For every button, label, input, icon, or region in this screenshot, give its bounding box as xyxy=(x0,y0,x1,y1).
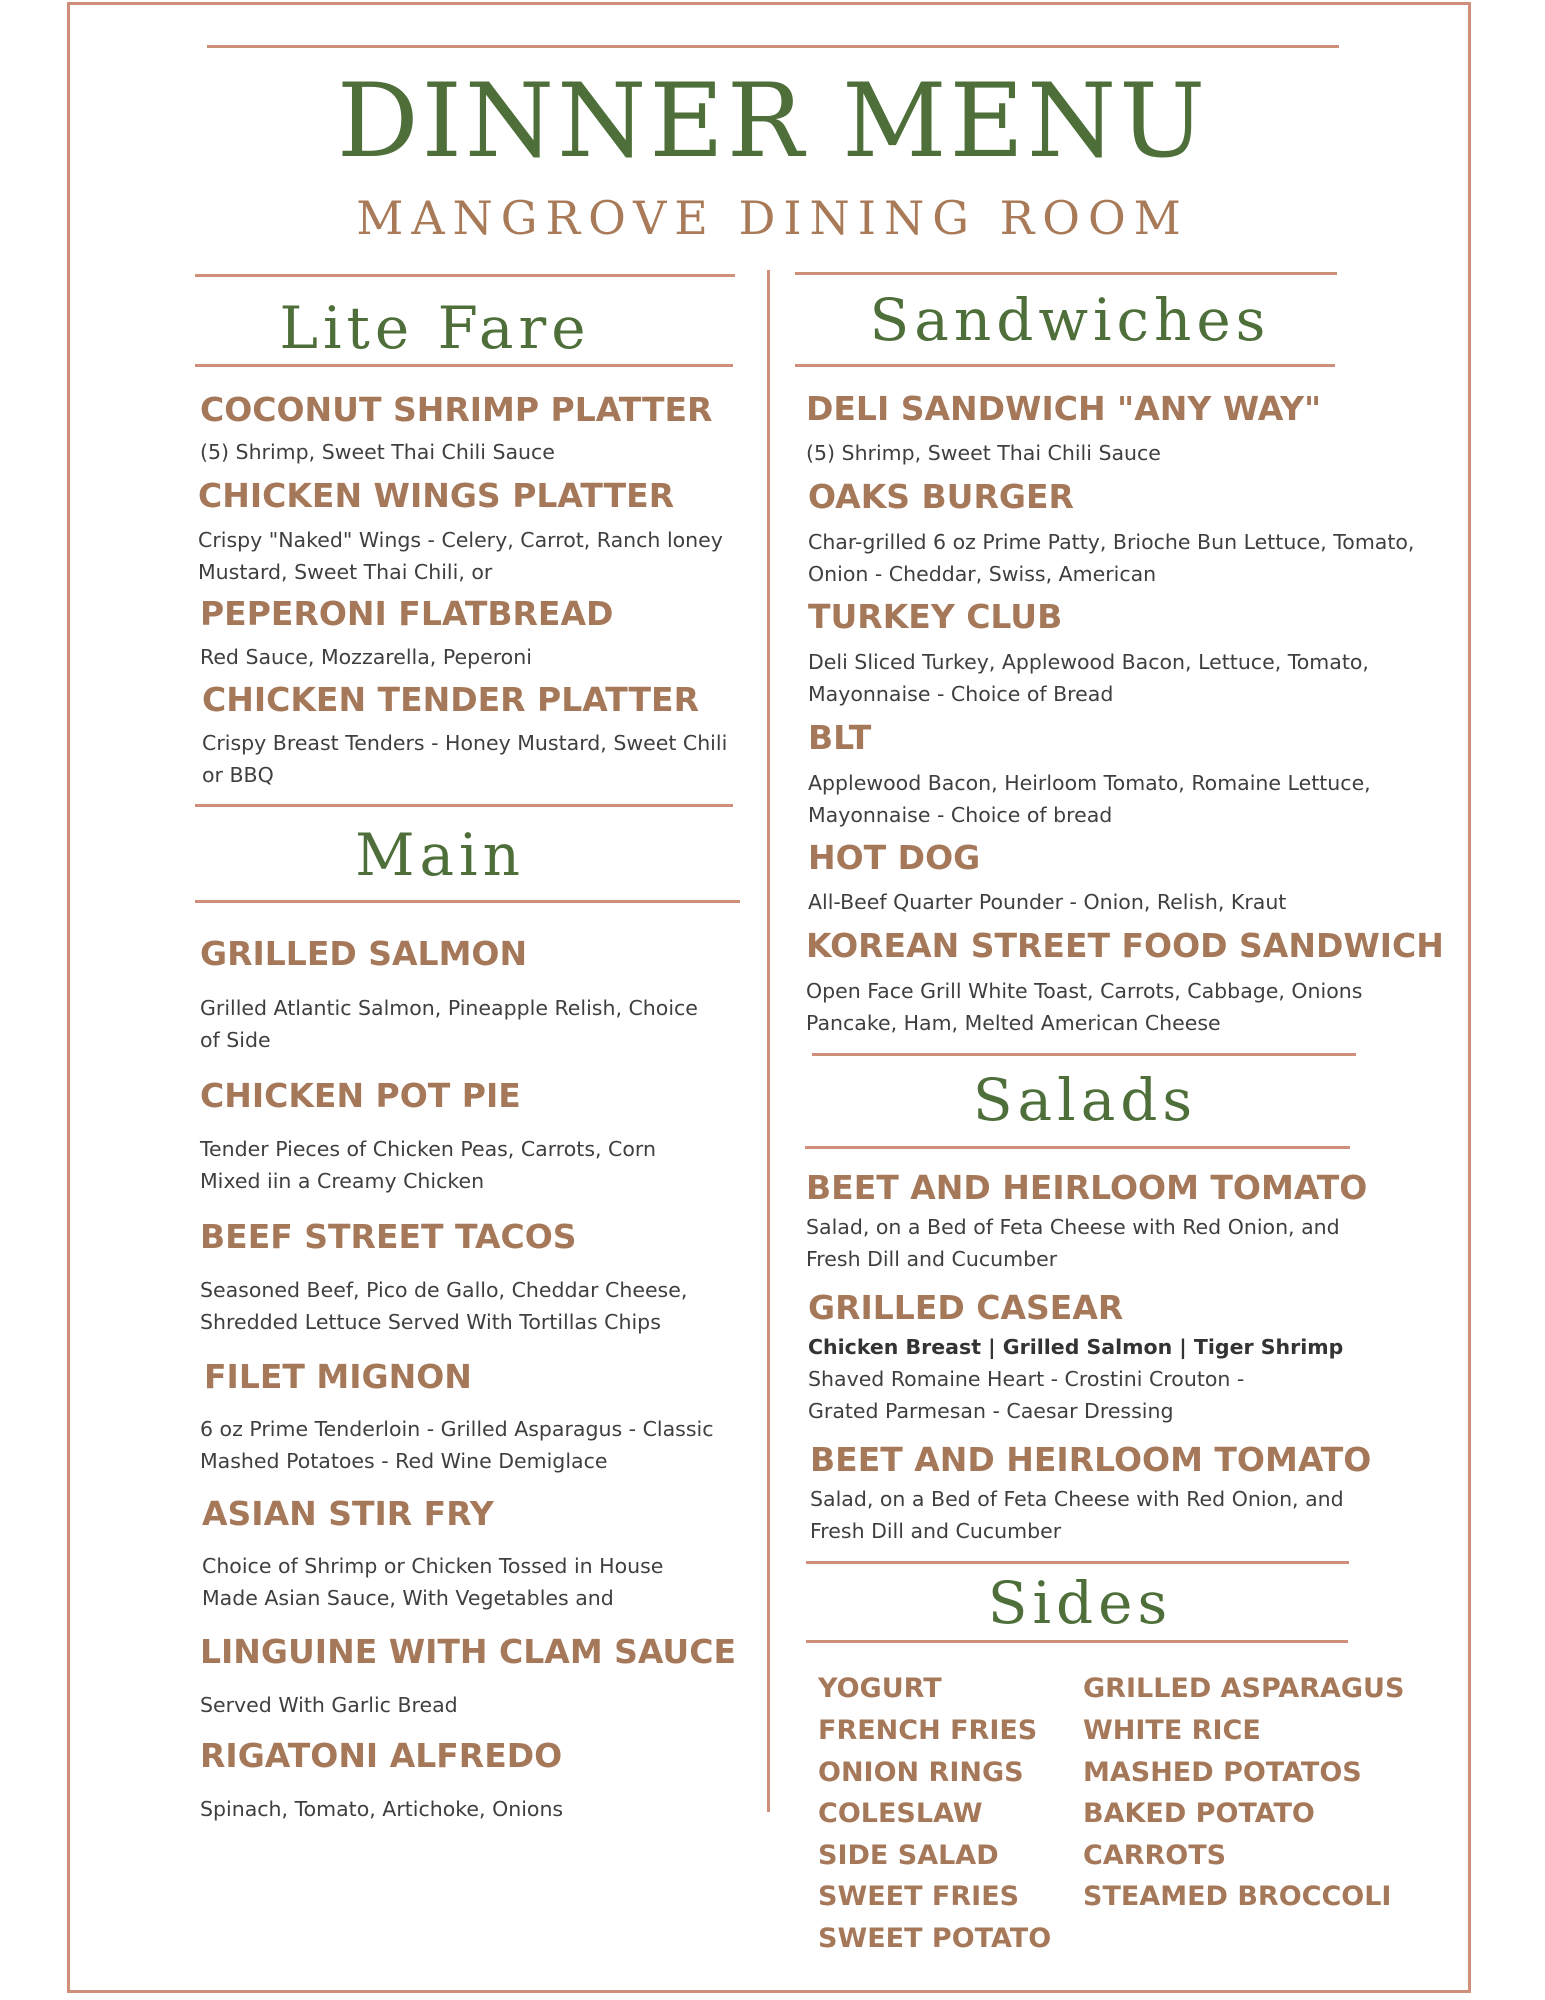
menu-item-name: GRILLED CASEAR xyxy=(808,1288,1124,1327)
side-item: CARROTS xyxy=(1083,1840,1227,1871)
menu-item-name: CHICKEN POT PIE xyxy=(200,1076,521,1115)
side-item: ONION RINGS xyxy=(818,1757,1024,1788)
salads-top-rule xyxy=(812,1053,1356,1056)
lite-fare-top-rule xyxy=(195,274,735,277)
menu-item-name: GRILLED SALMON xyxy=(200,934,528,973)
restaurant-name: MANGROVE DINING ROOM xyxy=(356,191,1189,245)
menu-item-name: RIGATONI ALFREDO xyxy=(200,1736,563,1775)
main-top-rule xyxy=(195,804,733,807)
menu-item-desc: (5) Shrimp, Sweet Thai Chili Sauce xyxy=(200,440,555,464)
side-item: FRENCH FRIES xyxy=(818,1715,1038,1746)
top-rule xyxy=(207,45,1339,48)
menu-item-desc: Seasoned Beef, Pico de Gallo, Cheddar Cheese, Shredded Lettuce Served With Tortillas Chips xyxy=(200,1278,688,1334)
menu-item-desc: (5) Shrimp, Sweet Thai Chili Sauce xyxy=(806,441,1161,465)
menu-item-desc: Char-grilled 6 oz Prime Patty, Brioche Bun Lettuce, Tomato, Onion - Cheddar, Swiss, American xyxy=(808,530,1415,586)
menu-item-desc: Deli Sliced Turkey, Applewood Bacon, Lettuce, Tomato, Mayonnaise - Choice of Bread xyxy=(808,650,1369,706)
main-bottom-rule xyxy=(195,900,740,903)
menu-item-name: BEEF STREET TACOS xyxy=(200,1217,577,1256)
sides-top-rule xyxy=(806,1561,1349,1564)
menu-item-desc: Applewood Bacon, Heirloom Tomato, Romaine Lettuce, Mayonnaise - Choice of bread xyxy=(808,771,1371,827)
sandwiches-top-rule xyxy=(795,272,1337,275)
menu-item-name: BEET AND HEIRLOOM TOMATO xyxy=(810,1440,1372,1479)
menu-item-name: BLT xyxy=(808,718,872,757)
menu-item-desc: Tender Pieces of Chicken Peas, Carrots, Corn Mixed iin a Creamy Chicken xyxy=(200,1137,656,1193)
menu-item-desc: Spinach, Tomato, Artichoke, Onions xyxy=(200,1797,564,1821)
side-item: MASHED POTATOS xyxy=(1083,1757,1362,1788)
menu-item-desc: Crispy Breast Tenders - Honey Mustard, Sweet Chili or BBQ xyxy=(202,731,728,787)
menu-item-name: FILET MIGNON xyxy=(204,1357,472,1396)
menu-item-desc: Salad, on a Bed of Feta Cheese with Red Onion, and Fresh Dill and Cucumber xyxy=(810,1487,1344,1543)
menu-item-desc: Open Face Grill White Toast, Carrots, Cabbage, Onions Pancake, Ham, Melted American Cheese xyxy=(806,979,1363,1035)
sides-bottom-rule xyxy=(806,1640,1348,1643)
menu-item-name: CHICKEN TENDER PLATTER xyxy=(202,680,699,719)
menu-item-desc: Served With Garlic Bread xyxy=(200,1693,458,1717)
menu-item-desc: Choice of Shrimp or Chicken Tossed in House Made Asian Sauce, With Vegetables and xyxy=(202,1554,664,1610)
menu-item-desc: 6 oz Prime Tenderloin - Grilled Asparagus - Classic Mashed Potatoes - Red Wine Demiglace xyxy=(200,1417,714,1473)
menu-item-name: CHICKEN WINGS PLATTER xyxy=(198,476,675,515)
section-heading-main: Main xyxy=(355,821,525,889)
menu-title: DINNER MENU xyxy=(336,62,1209,181)
side-item: YOGURT xyxy=(818,1673,942,1704)
menu-item-desc: Shaved Romaine Heart - Crostini Crouton - Grated Parmesan - Caesar Dressing xyxy=(808,1367,1245,1423)
column-divider xyxy=(767,270,770,1812)
side-item: STEAMED BROCCOLI xyxy=(1083,1881,1392,1912)
side-item: WHITE RICE xyxy=(1083,1715,1261,1746)
salad-protein-options: Chicken Breast | Grilled Salmon | Tiger Shrimp xyxy=(808,1335,1344,1359)
side-item: SIDE SALAD xyxy=(818,1840,999,1871)
menu-item-name: TURKEY CLUB xyxy=(808,597,1063,636)
menu-item-desc: Red Sauce, Mozzarella, Peperoni xyxy=(200,645,532,669)
menu-item-name: PEPERONI FLATBREAD xyxy=(200,594,614,633)
salads-bottom-rule xyxy=(805,1146,1350,1149)
menu-item-name: KOREAN STREET FOOD SANDWICH xyxy=(806,926,1444,965)
menu-item-name: COCONUT SHRIMP PLATTER xyxy=(200,390,713,429)
section-heading-salads: Salads xyxy=(972,1066,1198,1134)
lite-fare-bottom-rule xyxy=(195,364,733,367)
menu-item-desc: Salad, on a Bed of Feta Cheese with Red Onion, and Fresh Dill and Cucumber xyxy=(806,1215,1340,1271)
side-item: SWEET FRIES xyxy=(818,1881,1020,1912)
section-heading-sides: Sides xyxy=(987,1569,1173,1637)
side-item: SWEET POTATO xyxy=(818,1923,1052,1954)
menu-item-name: OAKS BURGER xyxy=(808,477,1074,516)
section-heading-sandwiches: Sandwiches xyxy=(869,286,1271,354)
side-item: COLESLAW xyxy=(818,1798,983,1829)
side-item: BAKED POTATO xyxy=(1083,1798,1315,1829)
menu-item-desc: Crispy "Naked" Wings - Celery, Carrot, Ranch loney Mustard, Sweet Thai Chili, or xyxy=(198,528,723,584)
side-item: GRILLED ASPARAGUS xyxy=(1083,1673,1405,1704)
menu-item-name: BEET AND HEIRLOOM TOMATO xyxy=(806,1168,1368,1207)
menu-item-desc: Grilled Atlantic Salmon, Pineapple Relish, Choice of Side xyxy=(200,996,698,1052)
menu-item-name: ASIAN STIR FRY xyxy=(202,1494,494,1533)
sandwiches-bottom-rule xyxy=(795,364,1335,367)
menu-item-name: HOT DOG xyxy=(808,838,981,877)
menu-item-name: DELI SANDWICH "ANY WAY" xyxy=(806,389,1322,428)
section-heading-lite-fare: Lite Fare xyxy=(279,294,591,362)
menu-item-desc: All-Beef Quarter Pounder - Onion, Relish, Kraut xyxy=(808,890,1287,914)
menu-item-name: LINGUINE WITH CLAM SAUCE xyxy=(200,1632,736,1671)
